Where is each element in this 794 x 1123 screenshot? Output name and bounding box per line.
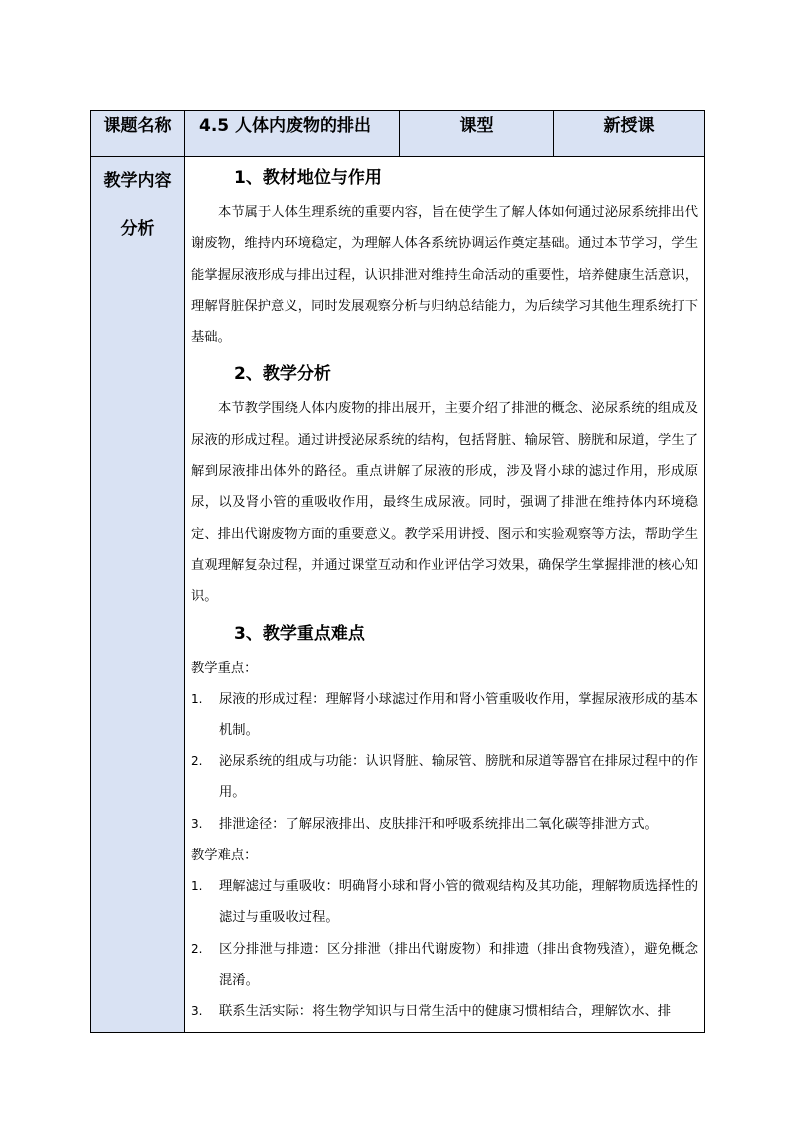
list-item: 2. 区分排泄与排遗：区分排泄（排出代谢废物）和排遗（排出食物残渣），避免概念混淆。: [191, 941, 698, 988]
list-item: 1. 尿液的形成过程：理解肾小球滤过作用和肾小管重吸收作用，掌握尿液形成的基本机制。: [191, 691, 698, 738]
section-title-2: 2、教学分析: [234, 364, 331, 385]
difficult-points-label: 教学难点：: [191, 848, 258, 864]
header-row: [91, 111, 705, 157]
section-title-1: 1、教材地位与作用: [234, 168, 382, 188]
section-paragraph-2: 本节教学围绕人体内废物的排出展开，主要介绍了排泄的概念、泌尿系统的组成及尿液的形成过程。通过讲授泌尿系统的结构，包括肾脏、输尿管、膀胱和尿道，学生了解到尿液排出体外的路径。重点讲解了尿液的形成，涉及肾小球的滤过作用，形成原尿，以及肾小管的重吸收作用，最终生成尿液。同时，强调了排泄在维持体内环境稳定、排出代谢废物方面的重要意义。教学采用讲授、图示和实验观察等方法，帮助学生直观理解复杂过程，并通过课堂互动和作业评估学习效果，确保学生掌握排泄的核心知识。: [191, 401, 698, 605]
key-points-label: 教学重点：: [191, 660, 258, 676]
section-title-3: 3、教学重点难点: [234, 623, 365, 644]
list-item: 3. 联系生活实际：将生物学知识与日常生活中的健康习惯相结合，理解饮水、排: [191, 1004, 672, 1020]
topic-title: 4.5 人体内废物的排出: [185, 111, 400, 157]
list-item: 1. 理解滤过与重吸收：明确肾小球和肾小管的微观结构及其功能，理解物质选择性的滤过与重吸收过程。: [191, 879, 698, 926]
topic-name-label: 课题名称: [91, 111, 185, 157]
lesson-type-label: 课型: [400, 111, 554, 157]
difficult-points-list: [191, 871, 698, 1027]
list-item: 3. 排泄途径：了解尿液排出、皮肤排汗和呼吸系统排出二氧化碳等排泄方式。: [191, 816, 658, 832]
content-row: [91, 157, 705, 1033]
lesson-plan-table: [90, 110, 705, 1033]
lesson-type-value: 新授课: [554, 111, 705, 157]
content-cell: [185, 157, 705, 1033]
key-points-list: [191, 684, 698, 840]
side-label-line-1: 教学内容: [103, 171, 172, 191]
section-paragraph-1: 本节属于人体生理系统的重要内容，旨在使学生了解人体如何通过泌尿系统排出代谢废物，维持内环境稳定，为理解人体各系统协调运作奠定基础。通过本节学习，学生能掌握尿液形成与排出过程，认识排泄对维持生命活动的重要性，培养健康生活意识，理解肾脏保护意义，同时发展观察分析与归纳总结能力，为后续学习其他生理系统打下基础。: [191, 205, 698, 346]
list-item: 2. 泌尿系统的组成与功能：认识肾脏、输尿管、膀胱和尿道等器官在排尿过程中的作用。: [191, 754, 698, 801]
side-label-line-2: 分析: [120, 219, 155, 239]
content-analysis-label: [91, 157, 185, 1033]
